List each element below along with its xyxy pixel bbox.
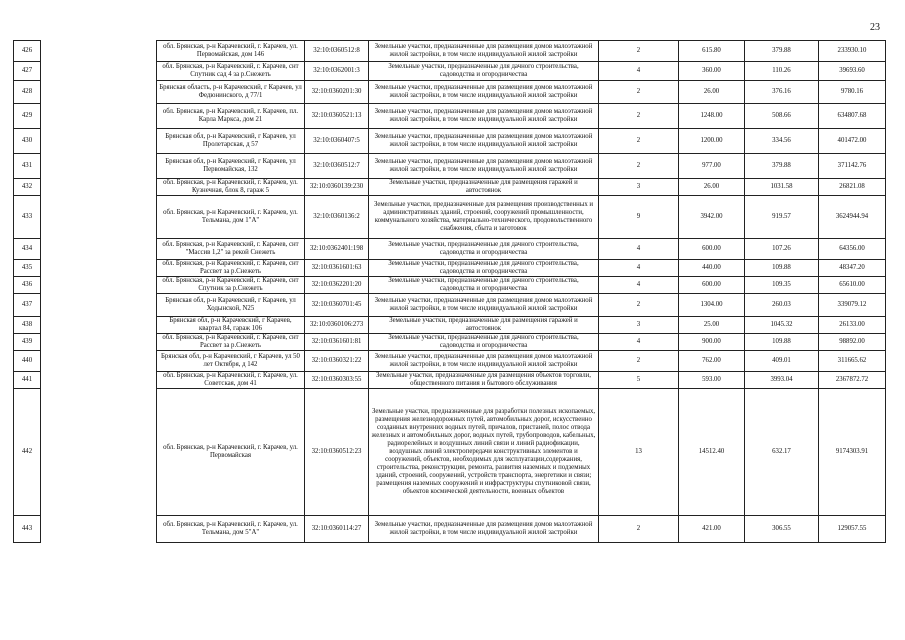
land-use-cell: Земельные участки, предназначенные для размещения домов малоэтажной жилой застройки, в том числе индивидуальной жилой застройки bbox=[369, 516, 599, 543]
cadastral-number-cell: 32:10:0362401:198 bbox=[305, 239, 369, 260]
cadastral-value-cell: 39693.60 bbox=[819, 62, 886, 81]
unit-value-cell: 107.26 bbox=[745, 239, 819, 260]
spacer-cell bbox=[41, 41, 157, 62]
group-cell: 2 bbox=[599, 154, 679, 179]
row-number: 429 bbox=[14, 104, 41, 129]
cadastral-value-cell: 371142.76 bbox=[819, 154, 886, 179]
cadastral-number-cell: 32:10:0360512:23 bbox=[305, 389, 369, 516]
area-cell: 25.00 bbox=[679, 317, 745, 334]
area-cell: 26.00 bbox=[679, 179, 745, 196]
address-cell: обл. Брянская, р-н Карачевский, г. Карачев, ул. Тельмана, дом 1"А" bbox=[157, 196, 305, 239]
cadastral-value-cell: 233930.10 bbox=[819, 41, 886, 62]
spacer-cell bbox=[41, 81, 157, 104]
land-use-cell: Земельные участки, предназначенные для размещения домов малоэтажной жилой застройки, в том числе индивидуальной жилой застройки bbox=[369, 294, 599, 317]
spacer-cell bbox=[41, 372, 157, 389]
cadastral-number-cell: 32:10:0360701:45 bbox=[305, 294, 369, 317]
spacer-cell bbox=[41, 154, 157, 179]
row-number: 437 bbox=[14, 294, 41, 317]
row-number: 435 bbox=[14, 260, 41, 277]
row-number: 443 bbox=[14, 516, 41, 543]
cadastral-value-cell: 64356.00 bbox=[819, 239, 886, 260]
land-use-cell: Земельные участки, предназначенные для дачного строительства, садоводства и огородничества bbox=[369, 334, 599, 351]
land-use-cell: Земельные участки, предназначенные для дачного строительства, садоводства и огородничества bbox=[369, 277, 599, 294]
land-use-cell: Земельные участки, предназначенные для размещения домов малоэтажной жилой застройки, в том числе индивидуальной жилой застройки bbox=[369, 104, 599, 129]
table-row bbox=[14, 154, 886, 179]
spacer-cell bbox=[41, 389, 157, 516]
address-cell: Брянская обл, р-н Карачевский, г Карачев, ул Пролетарская, д 57 bbox=[157, 129, 305, 154]
group-cell: 2 bbox=[599, 41, 679, 62]
land-use-cell: Земельные участки, предназначенные для размещения домов малоэтажной жилой застройки, в том числе индивидуальной жилой застройки bbox=[369, 41, 599, 62]
cadastral-value-cell: 65610.00 bbox=[819, 277, 886, 294]
row-number: 434 bbox=[14, 239, 41, 260]
group-cell: 2 bbox=[599, 81, 679, 104]
unit-value-cell: 409.01 bbox=[745, 351, 819, 372]
group-cell: 4 bbox=[599, 239, 679, 260]
row-number: 438 bbox=[14, 317, 41, 334]
cadastral-number-cell: 32:10:0361601:63 bbox=[305, 260, 369, 277]
row-number: 433 bbox=[14, 196, 41, 239]
spacer-cell bbox=[41, 351, 157, 372]
page-number: 23 bbox=[870, 22, 880, 33]
cadastral-number-cell: 32:10:0360136:2 bbox=[305, 196, 369, 239]
cadastral-number-cell: 32:10:0360521:13 bbox=[305, 104, 369, 129]
cadastral-number-cell: 32:10:0360512:8 bbox=[305, 41, 369, 62]
cadastral-value-cell: 634807.68 bbox=[819, 104, 886, 129]
cadastral-number-cell: 32:10:0360114:27 bbox=[305, 516, 369, 543]
cadastral-number-cell: 32:10:0360407:5 bbox=[305, 129, 369, 154]
land-use-cell: Земельные участки, предназначенные для размещения объектов торговли, общественного питания и бытового обслуживания bbox=[369, 372, 599, 389]
address-cell: Брянская обл, р-н Карачевский, г Карачев, ул 50 лет Октября, д 142 bbox=[157, 351, 305, 372]
area-cell: 14512.40 bbox=[679, 389, 745, 516]
table-row bbox=[14, 239, 886, 260]
area-cell: 26.00 bbox=[679, 81, 745, 104]
row-number: 428 bbox=[14, 81, 41, 104]
row-number: 442 bbox=[14, 389, 41, 516]
cadastral-value-cell: 401472.00 bbox=[819, 129, 886, 154]
table-row bbox=[14, 516, 886, 543]
unit-value-cell: 306.55 bbox=[745, 516, 819, 543]
table-row bbox=[14, 196, 886, 239]
table-row bbox=[14, 179, 886, 196]
table-row bbox=[14, 334, 886, 351]
cadastral-value-cell: 3624944.94 bbox=[819, 196, 886, 239]
address-cell: обл. Брянская, р-н Карачевский, г. Карачев, ул. Первомайская, дом 146 bbox=[157, 41, 305, 62]
area-cell: 762.00 bbox=[679, 351, 745, 372]
spacer-cell bbox=[41, 260, 157, 277]
row-number: 430 bbox=[14, 129, 41, 154]
unit-value-cell: 376.16 bbox=[745, 81, 819, 104]
row-number: 436 bbox=[14, 277, 41, 294]
spacer-cell bbox=[41, 196, 157, 239]
cadastral-value-cell: 48347.20 bbox=[819, 260, 886, 277]
row-number: 432 bbox=[14, 179, 41, 196]
group-cell: 9 bbox=[599, 196, 679, 239]
area-cell: 360.00 bbox=[679, 62, 745, 81]
unit-value-cell: 109.88 bbox=[745, 260, 819, 277]
cadastral-number-cell: 32:10:0362201:20 bbox=[305, 277, 369, 294]
unit-value-cell: 109.35 bbox=[745, 277, 819, 294]
group-cell: 2 bbox=[599, 104, 679, 129]
unit-value-cell: 508.66 bbox=[745, 104, 819, 129]
address-cell: обл. Брянская, р-н Карачевский, г. Карачев, снт Рассвет за р.Снежеть bbox=[157, 334, 305, 351]
land-use-cell: Земельные участки, предназначенные для разработки полезных ископаемых, размещения железнодорожных путей, автомобильных дорог, искусственно созданных внутренних водных путей, причалов, пристаней, полос отвода железных и автомобильных дорог, водных путей, трубопроводов, кабельных, радиорелейных и воздушных линий связи и линий радиофикации, воздушных линий электропередачи конструктивных элементов и сооружений, объектов, необходимых для эксплуатации,содержания, строительства, реконструкции, ремонта, развития наземных и подземных зданий, строений, сооружений, устройств транспорта, энергетики и связи; размещения наземных сооружений и инфраструктуры спутниковой связи, объектов космической деятельности, военных объектов bbox=[369, 389, 599, 516]
address-cell: Брянская обл, р-н Карачевский, г Карачев, ул Первомайская, 132 bbox=[157, 154, 305, 179]
table-row bbox=[14, 294, 886, 317]
group-cell: 4 bbox=[599, 62, 679, 81]
cadastral-value-cell: 26133.00 bbox=[819, 317, 886, 334]
cadastral-number-cell: 32:10:0360106:273 bbox=[305, 317, 369, 334]
row-number: 427 bbox=[14, 62, 41, 81]
cadastral-value-cell: 98892.00 bbox=[819, 334, 886, 351]
unit-value-cell: 334.56 bbox=[745, 129, 819, 154]
area-cell: 1304.00 bbox=[679, 294, 745, 317]
table-row bbox=[14, 81, 886, 104]
row-number: 441 bbox=[14, 372, 41, 389]
land-use-cell: Земельные участки, предназначенные для дачного строительства, садоводства и огородничества bbox=[369, 62, 599, 81]
spacer-cell bbox=[41, 317, 157, 334]
row-number: 440 bbox=[14, 351, 41, 372]
area-cell: 977.00 bbox=[679, 154, 745, 179]
unit-value-cell: 3993.04 bbox=[745, 372, 819, 389]
unit-value-cell: 1031.58 bbox=[745, 179, 819, 196]
unit-value-cell: 379.88 bbox=[745, 41, 819, 62]
table-row bbox=[14, 129, 886, 154]
spacer-cell bbox=[41, 62, 157, 81]
unit-value-cell: 1045.32 bbox=[745, 317, 819, 334]
row-number: 426 bbox=[14, 41, 41, 62]
land-use-cell: Земельные участки, предназначенные для размещения гаражей и автостоянок bbox=[369, 317, 599, 334]
land-use-cell: Земельные участки, предназначенные для размещения гаражей и автостоянок bbox=[369, 179, 599, 196]
address-cell: Брянская область, р-н Карачевский, г Карачев, ул Федюнинского, д 77/1 bbox=[157, 81, 305, 104]
spacer-cell bbox=[41, 516, 157, 543]
spacer-cell bbox=[41, 334, 157, 351]
unit-value-cell: 109.88 bbox=[745, 334, 819, 351]
table-row bbox=[14, 351, 886, 372]
land-use-cell: Земельные участки, предназначенные для размещения домов малоэтажной жилой застройки, в том числе индивидуальной жилой застройки bbox=[369, 154, 599, 179]
cadastral-number-cell: 32:10:0362001:3 bbox=[305, 62, 369, 81]
cadastral-value-cell: 2367872.72 bbox=[819, 372, 886, 389]
cadastral-number-cell: 32:10:0360512:7 bbox=[305, 154, 369, 179]
land-use-cell: Земельные участки, предназначенные для дачного строительства, садоводства и огородничества bbox=[369, 239, 599, 260]
spacer-cell bbox=[41, 294, 157, 317]
cadastral-number-cell: 32:10:0360303:55 bbox=[305, 372, 369, 389]
area-cell: 1248.00 bbox=[679, 104, 745, 129]
area-cell: 600.00 bbox=[679, 239, 745, 260]
area-cell: 421.00 bbox=[679, 516, 745, 543]
cadastral-value-cell: 26821.08 bbox=[819, 179, 886, 196]
land-use-cell: Земельные участки, предназначенные для размещения домов малоэтажной жилой застройки, в том числе индивидуальной жилой застройки bbox=[369, 129, 599, 154]
group-cell: 2 bbox=[599, 294, 679, 317]
table-row bbox=[14, 277, 886, 294]
spacer-cell bbox=[41, 277, 157, 294]
table-row bbox=[14, 260, 886, 277]
spacer-cell bbox=[41, 104, 157, 129]
unit-value-cell: 379.88 bbox=[745, 154, 819, 179]
table-row bbox=[14, 41, 886, 62]
table-row bbox=[14, 372, 886, 389]
area-cell: 600.00 bbox=[679, 277, 745, 294]
address-cell: обл. Брянская, р-н Карачевский, г. Карачев, ул. Тельмана, дом 5"А" bbox=[157, 516, 305, 543]
land-use-cell: Земельные участки, предназначенные для размещения домов малоэтажной жилой застройки, в том числе индивидуальной жилой застройки bbox=[369, 81, 599, 104]
area-cell: 3942.00 bbox=[679, 196, 745, 239]
cadastral-value-cell: 9780.16 bbox=[819, 81, 886, 104]
row-number: 431 bbox=[14, 154, 41, 179]
address-cell: обл. Брянская, р-н Карачевский, г. Карачев, снт Спутник за р.Снежеть bbox=[157, 277, 305, 294]
address-cell: Брянская обл, р-н Карачевский, г Карачев, ул Ходынской, N25 bbox=[157, 294, 305, 317]
cadastral-value-cell: 9174303.91 bbox=[819, 389, 886, 516]
spacer-cell bbox=[41, 179, 157, 196]
group-cell: 13 bbox=[599, 389, 679, 516]
table-row bbox=[14, 104, 886, 129]
area-cell: 440.00 bbox=[679, 260, 745, 277]
land-use-cell: Земельные участки, предназначенные для размещения домов малоэтажной жилой застройки, в том числе индивидуальной жилой застройки bbox=[369, 351, 599, 372]
address-cell: обл. Брянская, р-н Карачевский, г. Карачев, снт "Массив 1,2" за рекой Снежеть bbox=[157, 239, 305, 260]
area-cell: 1200.00 bbox=[679, 129, 745, 154]
table-row bbox=[14, 62, 886, 81]
group-cell: 5 bbox=[599, 372, 679, 389]
area-cell: 900.00 bbox=[679, 334, 745, 351]
cadastral-number-cell: 32:10:0360201:30 bbox=[305, 81, 369, 104]
table-row bbox=[14, 317, 886, 334]
unit-value-cell: 632.17 bbox=[745, 389, 819, 516]
group-cell: 4 bbox=[599, 260, 679, 277]
cadastral-value-cell: 129057.55 bbox=[819, 516, 886, 543]
cadastral-number-cell: 32:10:0360139:230 bbox=[305, 179, 369, 196]
cadastral-value-cell: 339079.12 bbox=[819, 294, 886, 317]
unit-value-cell: 919.57 bbox=[745, 196, 819, 239]
unit-value-cell: 260.03 bbox=[745, 294, 819, 317]
area-cell: 615.80 bbox=[679, 41, 745, 62]
table-row bbox=[14, 389, 886, 516]
unit-value-cell: 110.26 bbox=[745, 62, 819, 81]
address-cell: обл. Брянская, р-н Карачевский, г. Карачев, ул. Первомайская bbox=[157, 389, 305, 516]
row-number: 439 bbox=[14, 334, 41, 351]
group-cell: 4 bbox=[599, 334, 679, 351]
land-use-cell: Земельные участки, предназначенные для дачного строительства, садоводства и огородничества bbox=[369, 260, 599, 277]
land-use-cell: Земельные участки, предназначенные для размещения производственных и административных зданий, строений, сооружений промышленности, коммунального хозяйства, материально-технического, продовольственного снабжения, сбыта и заготовок bbox=[369, 196, 599, 239]
address-cell: обл. Брянская, р-н Карачевский, г. Карачев, снт Рассвет за р.Снежеть bbox=[157, 260, 305, 277]
spacer-cell bbox=[41, 129, 157, 154]
group-cell: 2 bbox=[599, 129, 679, 154]
group-cell: 2 bbox=[599, 351, 679, 372]
address-cell: обл. Брянская, р-н Карачевский, г. Карачев, ул. Советская, дом 41 bbox=[157, 372, 305, 389]
land-plots-table bbox=[13, 40, 886, 543]
group-cell: 4 bbox=[599, 277, 679, 294]
cadastral-number-cell: 32:10:0360321:22 bbox=[305, 351, 369, 372]
group-cell: 3 bbox=[599, 179, 679, 196]
cadastral-number-cell: 32:10:0361601:81 bbox=[305, 334, 369, 351]
cadastral-value-cell: 311665.62 bbox=[819, 351, 886, 372]
spacer-cell bbox=[41, 239, 157, 260]
area-cell: 593.00 bbox=[679, 372, 745, 389]
group-cell: 2 bbox=[599, 516, 679, 543]
table-body bbox=[14, 41, 886, 543]
address-cell: обл. Брянская, р-н Карачевский, г. Карачев, пл. Карла Маркса, дом 21 bbox=[157, 104, 305, 129]
address-cell: Брянская обл, р-н Карачевский, г Карачев, квартал 84, гараж 106 bbox=[157, 317, 305, 334]
address-cell: обл. Брянская, р-н Карачевский, г. Карачев, ул. Кузнечная, блок 8, гараж 5 bbox=[157, 179, 305, 196]
group-cell: 3 bbox=[599, 317, 679, 334]
address-cell: обл. Брянская, р-н Карачевский, г. Карачев, снт Спутник сад 4 за р.Снежеть bbox=[157, 62, 305, 81]
